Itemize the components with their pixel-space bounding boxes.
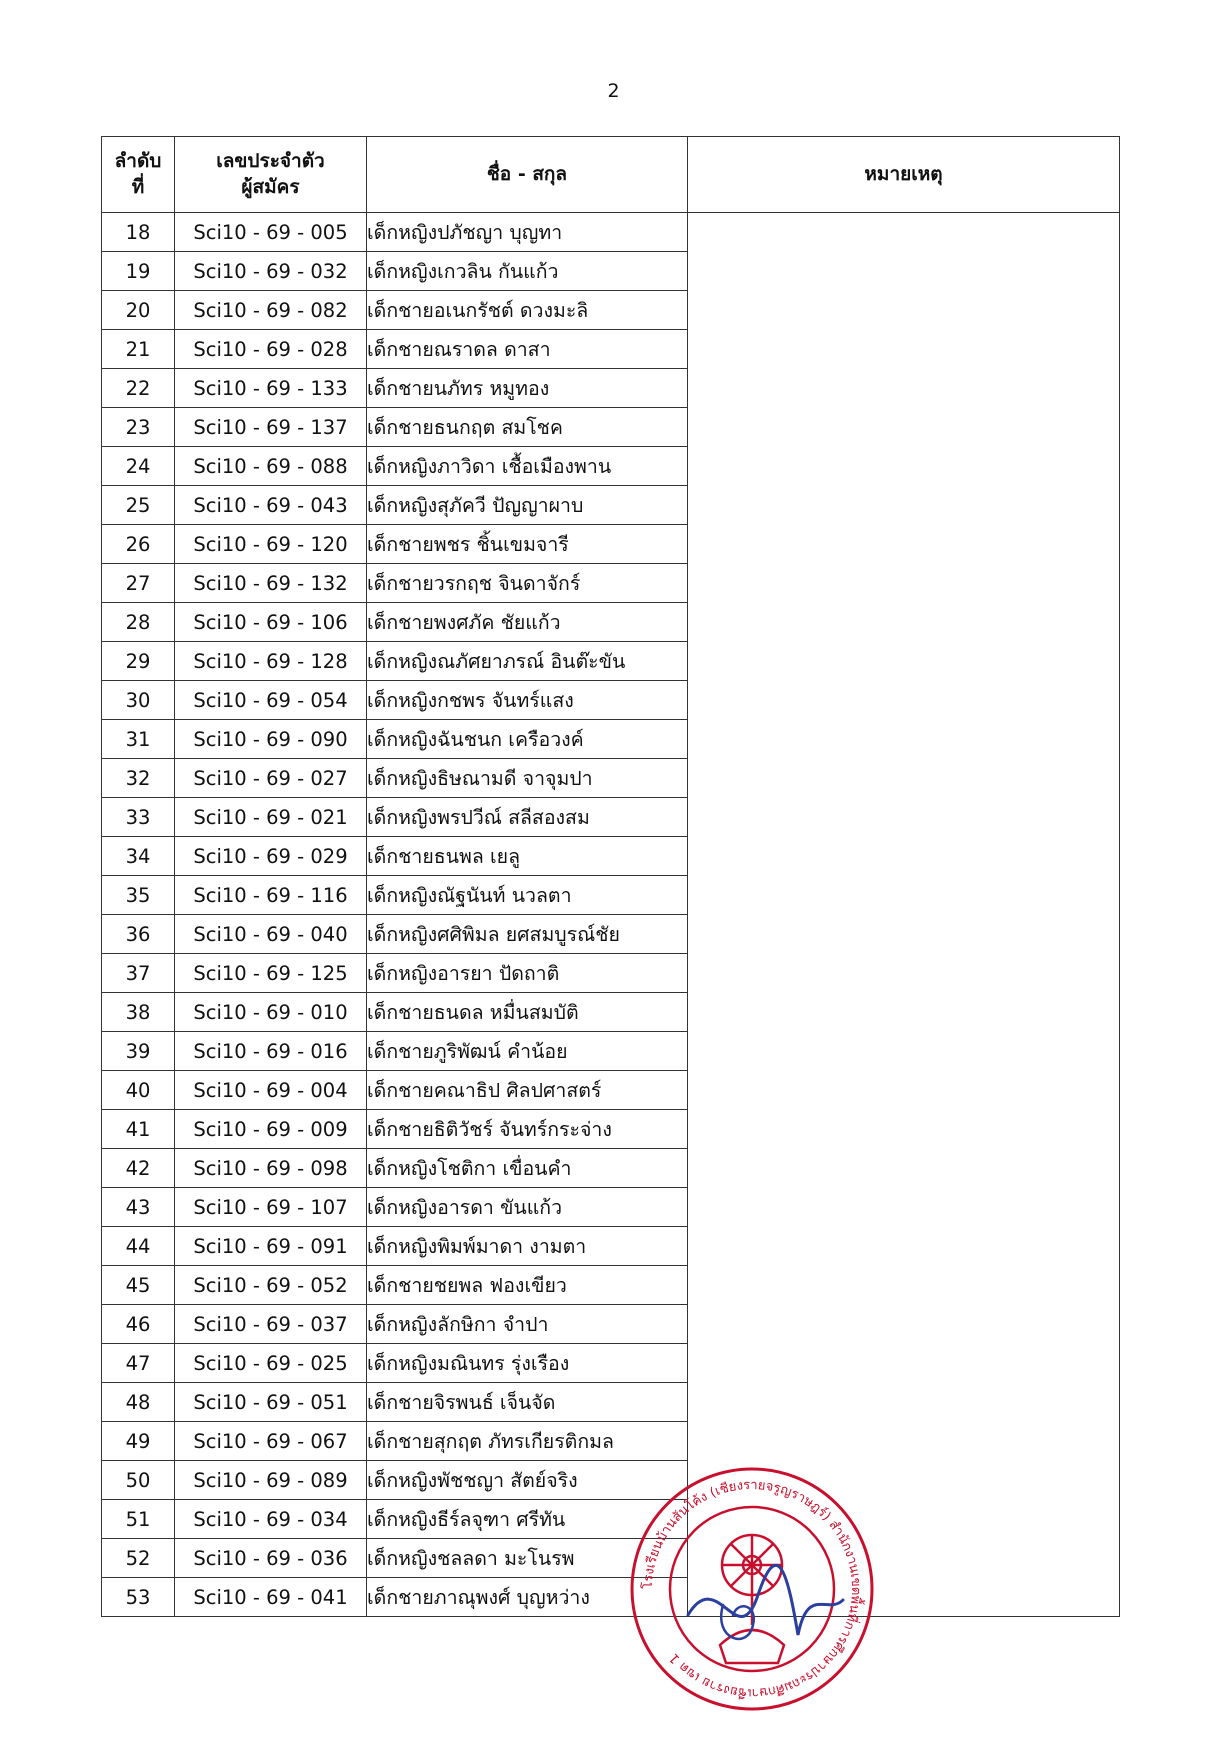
id-column-header: [175, 137, 367, 213]
row-number-cell: 30: [102, 681, 175, 720]
applicant-name-cell: เด็กหญิงพิมพ์มาดา งามตา: [367, 1227, 688, 1266]
row-number-cell: 42: [102, 1149, 175, 1188]
row-number-cell: 46: [102, 1305, 175, 1344]
applicant-name-cell: เด็กชายนภัทร หมูทอง: [367, 369, 688, 408]
applicant-name-cell: เด็กชายภูริพัฒน์ คำน้อย: [367, 1032, 688, 1071]
row-number-cell: 48: [102, 1383, 175, 1422]
applicant-name-cell: เด็กหญิงธีร์ลจุฑา ศรีทัน: [367, 1500, 688, 1539]
row-number-cell: 34: [102, 837, 175, 876]
applicant-id-cell: Sci10 - 69 - 004: [175, 1071, 367, 1110]
order-header-line2: ที่: [131, 175, 145, 198]
applicant-id-cell: Sci10 - 69 - 082: [175, 291, 367, 330]
applicant-name-cell: เด็กชายธนพล เยลู: [367, 837, 688, 876]
applicant-id-cell: Sci10 - 69 - 133: [175, 369, 367, 408]
row-number-cell: 49: [102, 1422, 175, 1461]
applicant-name-cell: เด็กชายสุกฤต ภัทรเกียรติกมล: [367, 1422, 688, 1461]
row-number-cell: 36: [102, 915, 175, 954]
applicant-id-cell: Sci10 - 69 - 106: [175, 603, 367, 642]
applicant-name-cell: เด็กชายธนกฤต สมโชค: [367, 408, 688, 447]
row-number-cell: 23: [102, 408, 175, 447]
applicant-id-cell: Sci10 - 69 - 137: [175, 408, 367, 447]
order-header-line1: ลำดับ: [114, 149, 162, 172]
row-number-cell: 52: [102, 1539, 175, 1578]
applicant-name-cell: เด็กหญิงชลลดา มะโนรพ: [367, 1539, 688, 1578]
dharma-wheel-icon: [720, 1535, 784, 1663]
applicant-name-cell: เด็กชายจิรพนธ์ เจ็นจัด: [367, 1383, 688, 1422]
applicant-name-cell: เด็กชายชยพล ฟองเขียว: [367, 1266, 688, 1305]
row-number-cell: 44: [102, 1227, 175, 1266]
applicant-name-cell: เด็กหญิงมณินทร รุ่งเรือง: [367, 1344, 688, 1383]
applicant-id-cell: Sci10 - 69 - 040: [175, 915, 367, 954]
applicant-id-cell: Sci10 - 69 - 043: [175, 486, 367, 525]
applicant-name-cell: เด็กหญิงธิษณามดี จาจุมปา: [367, 759, 688, 798]
applicant-id-cell: Sci10 - 69 - 029: [175, 837, 367, 876]
applicant-name-cell: เด็กหญิงณัฐนันท์ นวลตา: [367, 876, 688, 915]
row-number-cell: 39: [102, 1032, 175, 1071]
applicant-id-cell: Sci10 - 69 - 088: [175, 447, 367, 486]
applicant-id-cell: Sci10 - 69 - 098: [175, 1149, 367, 1188]
applicant-name-cell: เด็กชายวรกฤช จินดาจักร์: [367, 564, 688, 603]
row-number-cell: 45: [102, 1266, 175, 1305]
applicant-name-cell: เด็กชายธิติวัชร์ จันทร์กระจ่าง: [367, 1110, 688, 1149]
applicant-id-cell: Sci10 - 69 - 054: [175, 681, 367, 720]
applicant-id-cell: Sci10 - 69 - 021: [175, 798, 367, 837]
applicant-name-cell: เด็กหญิงพัชชญา สัตย์จริง: [367, 1461, 688, 1500]
applicant-id-cell: Sci10 - 69 - 041: [175, 1578, 367, 1617]
row-number-cell: 32: [102, 759, 175, 798]
row-number-cell: 22: [102, 369, 175, 408]
row-number-cell: 29: [102, 642, 175, 681]
row-number-cell: 41: [102, 1110, 175, 1149]
applicant-name-cell: เด็กชายอเนกรัชต์ ดวงมะลิ: [367, 291, 688, 330]
applicant-name-cell: เด็กชายภาณุพงศ์ บุญหว่าง: [367, 1578, 688, 1617]
applicant-id-cell: Sci10 - 69 - 107: [175, 1188, 367, 1227]
applicant-id-cell: Sci10 - 69 - 032: [175, 252, 367, 291]
applicant-name-cell: เด็กหญิงโชติกา เขื่อนคำ: [367, 1149, 688, 1188]
note-cell: [688, 213, 1120, 1617]
row-number-cell: 47: [102, 1344, 175, 1383]
applicant-name-cell: เด็กหญิงฉันชนก เครือวงค์: [367, 720, 688, 759]
row-number-cell: 28: [102, 603, 175, 642]
row-number-cell: 20: [102, 291, 175, 330]
row-number-cell: 25: [102, 486, 175, 525]
applicant-name-cell: เด็กชายพชร ชิ้นเขมจารี: [367, 525, 688, 564]
applicant-name-cell: เด็กชายคณาธิป ศิลปศาสตร์: [367, 1071, 688, 1110]
applicant-name-cell: เด็กชายธนดล หมื่นสมบัติ: [367, 993, 688, 1032]
applicant-id-cell: Sci10 - 69 - 009: [175, 1110, 367, 1149]
applicant-id-cell: Sci10 - 69 - 034: [175, 1500, 367, 1539]
applicant-id-cell: Sci10 - 69 - 037: [175, 1305, 367, 1344]
applicant-id-cell: Sci10 - 69 - 010: [175, 993, 367, 1032]
applicant-id-cell: Sci10 - 69 - 120: [175, 525, 367, 564]
name-column-header: ชื่อ - สกุล: [367, 137, 688, 213]
applicant-name-cell: เด็กชายณราดล ดาสา: [367, 330, 688, 369]
applicant-name-cell: เด็กหญิงณภัศยาภรณ์ อินต๊ะขัน: [367, 642, 688, 681]
applicant-id-cell: Sci10 - 69 - 128: [175, 642, 367, 681]
row-number-cell: 24: [102, 447, 175, 486]
signature-scribble: [688, 1565, 843, 1635]
applicant-id-cell: Sci10 - 69 - 027: [175, 759, 367, 798]
applicant-name-cell: เด็กหญิงภาวิดา เชื้อเมืองพาน: [367, 447, 688, 486]
row-number-cell: 37: [102, 954, 175, 993]
applicant-table: [101, 136, 1120, 1617]
applicant-name-cell: เด็กหญิงสุภัควี ปัญญาผาบ: [367, 486, 688, 525]
row-number-cell: 53: [102, 1578, 175, 1617]
applicant-name-cell: เด็กหญิงศศิพิมล ยศสมบูรณ์ชัย: [367, 915, 688, 954]
applicant-name-cell: เด็กหญิงพรปวีณ์ สลีสองสม: [367, 798, 688, 837]
applicant-name-cell: เด็กหญิงอารดา ขันแก้ว: [367, 1188, 688, 1227]
table-row: [102, 213, 1120, 252]
row-number-cell: 38: [102, 993, 175, 1032]
note-column-header: หมายเหตุ: [688, 137, 1120, 213]
applicant-id-cell: Sci10 - 69 - 005: [175, 213, 367, 252]
applicant-id-cell: Sci10 - 69 - 052: [175, 1266, 367, 1305]
row-number-cell: 33: [102, 798, 175, 837]
applicant-id-cell: Sci10 - 69 - 067: [175, 1422, 367, 1461]
row-number-cell: 35: [102, 876, 175, 915]
applicant-id-cell: Sci10 - 69 - 132: [175, 564, 367, 603]
row-number-cell: 50: [102, 1461, 175, 1500]
applicant-id-cell: Sci10 - 69 - 090: [175, 720, 367, 759]
applicant-id-cell: Sci10 - 69 - 036: [175, 1539, 367, 1578]
table-body: [102, 213, 1120, 1617]
row-number-cell: 43: [102, 1188, 175, 1227]
applicant-id-cell: Sci10 - 69 - 089: [175, 1461, 367, 1500]
row-number-cell: 27: [102, 564, 175, 603]
row-number-cell: 51: [102, 1500, 175, 1539]
order-column-header: [102, 137, 175, 213]
applicant-id-cell: Sci10 - 69 - 016: [175, 1032, 367, 1071]
row-number-cell: 40: [102, 1071, 175, 1110]
applicant-id-cell: Sci10 - 69 - 125: [175, 954, 367, 993]
applicant-name-cell: เด็กหญิงปภัชญา บุญทา: [367, 213, 688, 252]
applicant-name-cell: เด็กหญิงเกวลิน กันแก้ว: [367, 252, 688, 291]
applicant-name-cell: เด็กชายพงศภัค ชัยแก้ว: [367, 603, 688, 642]
applicant-name-cell: เด็กหญิงอารยา ปัดถาติ: [367, 954, 688, 993]
table-header-row: [102, 137, 1120, 213]
school-seal: [628, 1465, 876, 1713]
page-number: 2: [607, 80, 620, 102]
row-number-cell: 26: [102, 525, 175, 564]
row-number-cell: 21: [102, 330, 175, 369]
id-header-line2: ผู้สมัคร: [241, 175, 300, 198]
row-number-cell: 18: [102, 213, 175, 252]
id-header-line1: เลขประจำตัว: [216, 149, 325, 172]
applicant-id-cell: Sci10 - 69 - 091: [175, 1227, 367, 1266]
applicant-id-cell: Sci10 - 69 - 051: [175, 1383, 367, 1422]
row-number-cell: 19: [102, 252, 175, 291]
seal-text-path: โรงเรียนบ้านสันโค้ง (เชียงรายจรูญราษฎร์) สำนักงานเขตพื้นที่การศึกษาประถมศึกษาเชียงราย เขต 1: [640, 1477, 864, 1701]
applicant-name-cell: เด็กหญิงกชพร จันทร์แสง: [367, 681, 688, 720]
applicant-id-cell: Sci10 - 69 - 025: [175, 1344, 367, 1383]
applicant-id-cell: Sci10 - 69 - 028: [175, 330, 367, 369]
applicant-id-cell: Sci10 - 69 - 116: [175, 876, 367, 915]
row-number-cell: 31: [102, 720, 175, 759]
applicant-name-cell: เด็กหญิงลักษิกา จำปา: [367, 1305, 688, 1344]
